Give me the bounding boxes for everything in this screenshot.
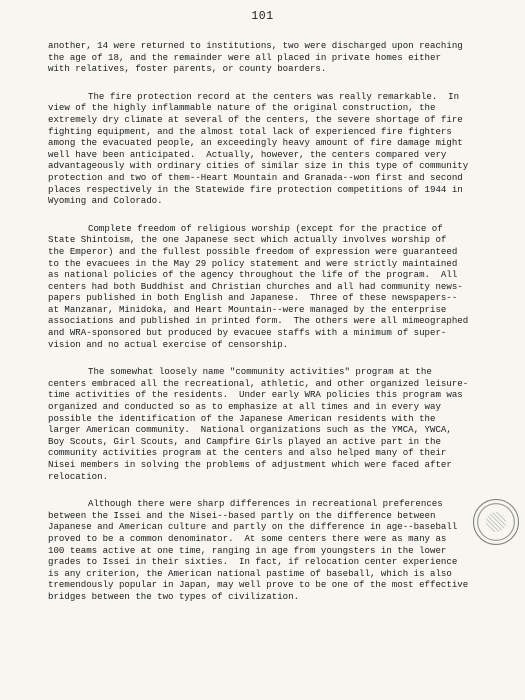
text-line: grades to Issei in their sixties. In fact, if relocation center experience [48,556,458,568]
text-line: The fire protection record at the centers was really remarkable. In [88,90,460,102]
text-line: community activities program at the centers and also helped many of their [48,447,447,459]
text-line: Japanese and American culture and partly on the difference in age--baseball [48,521,458,533]
text-line: the Emperor) and the fullest possible freedom of expression were guaranteed [48,245,458,257]
text-line: vision and no actual exercise of censorship. [48,338,289,350]
text-line: between the Issei and the Nisei--based partly on the difference between [48,509,436,521]
text-line: to the evacuees in the May 29 policy statement and were strictly maintained [48,257,458,269]
text-line: and WRA-sponsored but produced by evacuee staffs with a minimum of super- [48,327,447,339]
text-line: advantageously with ordinary cities of similar size in this type of community [48,160,469,172]
text-line: possible the identification of the Japanese American residents with the [48,412,436,424]
text-line: well have been anticipated. Actually, however, the centers compared very [48,148,447,160]
text-line: State Shintoism, the one Japanese sect which actually involves worship of [48,234,447,246]
text-line: Complete freedom of religious worship (except for the practice of [88,222,443,234]
body-text [48,40,508,619]
stamp-emblem-icon [486,512,506,532]
paragraph-fire-protection [48,91,508,207]
archive-stamp-seal [473,499,519,545]
text-line: larger American community. National organizations such as the YMCA, YWCA, [48,424,452,436]
text-line: relocation. [48,470,109,482]
paragraph-juvenile-outcomes [48,40,508,75]
text-line: organized and conducted so as to emphasize at all times and in every way [48,401,441,413]
text-line: time activities of the residents. Under early WRA policies this program was [48,389,463,401]
text-line: centers had both Buddhist and Christian churches and all had community news- [48,280,463,292]
text-line: as national policies of the agency throughout the life of the program. All [48,269,458,281]
text-line: Boy Scouts, Girl Scouts, and Campfire Girls played an active part in the [48,435,441,447]
text-line: the age of 18, and the remainder were all placed in private homes either [48,51,441,63]
text-line: view of the highly inflammable nature of the original construction, the [48,102,436,114]
text-line: fighting equipment, and the almost total lack of experienced fire fighters [48,125,452,137]
text-line: Wyoming and Colorado. [48,195,163,207]
page-number: 101 [251,10,274,23]
text-line: associations and published in printed form. The others were all mimeographed [48,315,469,327]
text-line: 100 teams active at one time, ranging in age from youngsters in the lower [48,544,447,556]
text-line: centers embraced all the recreational, athletic, and other organized leisure- [48,377,469,389]
text-line: at Manzanar, Minidoka, and Heart Mountain--were managed by the enterprise [48,303,447,315]
paragraph-baseball [48,498,508,602]
text-line: Although there were sharp differences in recreational preferences [88,498,443,510]
paragraph-religious-freedom [48,223,508,351]
text-line: places respectively in the Statewide fire protection competitions of 1944 in [48,183,463,195]
text-line: bridges between the two types of civilization. [48,590,300,602]
text-line: Nisei members in solving the problems of adjustment which were faced after [48,459,452,470]
text-line: among the evacuated people, an exceedingly heavy amount of fire damage might [48,137,463,149]
text-line: tremendously popular in Japan, may well prove to be one of the most effective [48,579,469,591]
text-line: with relatives, foster parents, or county boarders. [48,63,327,75]
text-line: another, 14 were returned to institutions, two were discharged upon reaching [48,40,463,51]
text-line: protection and two of them--Heart Mountain and Granada--won first and second [48,171,463,183]
text-line: is any criterion, the American national pastime of baseball, which is also [48,567,452,579]
text-line: The somewhat loosely name "community activities" program at the [88,366,432,378]
paragraph-community-activities [48,366,508,482]
text-line: proved to be a common denominator. At some centers there were as many as [48,532,447,544]
text-line: papers published in both English and Japanese. Three of these newspapers-- [48,292,458,304]
text-line: extremely dry climate at several of the centers, the severe shortage of fire [48,113,463,125]
